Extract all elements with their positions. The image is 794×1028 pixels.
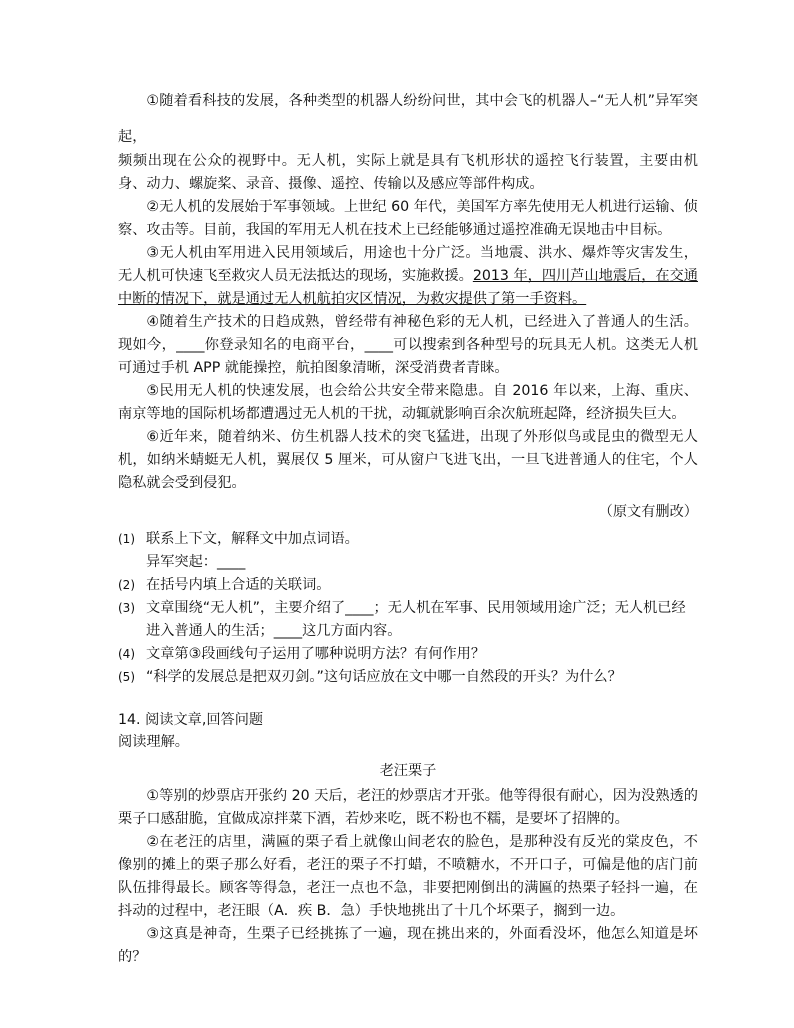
paragraph-4: ④随着生产技术的日趋成熟，曾经带有神秘色彩的无人机，已经进入了普通人的生活。现如今，____你登录知名的电商平台，____可以搜索到各种型号的玩具无人机。这类无人机可通过手机 APP 就能操控，航拍图象清晰，深受消费者青睐。 bbox=[118, 314, 698, 376]
paragraph-6: ⑥近年来，随着纳米、仿生机器人技术的突飞猛进，出现了外形似鸟或昆虫的微型无人机，如纳米蜻蜓无人机，翼展仅 5 厘米，可从窗户飞进飞出，一旦飞进普通人的住宅，个人隐私就会受到侵犯。 bbox=[118, 429, 698, 491]
section-14-instruction: 阅读理解。 bbox=[118, 734, 189, 750]
story-paragraph-1: ①等别的炒票店开张约 20 天后，老汪的炒票店才开张。他等得很有耐心，因为没熟透的栗子口感甜脆，宜做成凉拌菜下酒，若炒来吃，既不粉也不糯，是要坏了招牌的。 bbox=[118, 788, 698, 827]
question-3 bbox=[118, 597, 698, 643]
paragraph-3-underlined-sentence: 2013 年，四川芦山地震后，在交通中断的情况下，就是通过无人机航拍灾区情况，为救灾提供了第一手资料。 bbox=[118, 268, 698, 307]
question-text: 文章第③段画线句子运用了哪种说明方法？有何作用？ bbox=[146, 646, 486, 662]
story-paragraph-2: ②在老汪的店里，满匾的栗子看上就像山间老农的脸色，是那种没有反光的棠皮色，不像别的摊上的栗子那么好看，老汪的栗子不打蜡，不喷糖水，不开口子，可偏是他的店门前队伍排得最长。顾客等得急，老汪一点也不急，非要把刚倒出的满匾的热栗子轻抖一遍，在抖动的过程中，老汪眼（A．疾 B．急）手快地挑出了十几个坏栗子，搁到一边。 bbox=[118, 834, 698, 919]
question-sub: 异军突起：____ bbox=[146, 554, 246, 570]
question-4 bbox=[118, 643, 698, 666]
question-5 bbox=[118, 666, 698, 689]
story-paragraph-3: ③这真是神奇，生栗子已经挑拣了一遍，现在挑出来的，外面看没坏，他怎么知道是坏的？ bbox=[118, 926, 698, 965]
question-2 bbox=[118, 574, 698, 597]
source-note: （原文有删改） bbox=[598, 504, 698, 520]
question-text: 在括号内填上合适的关联词。 bbox=[146, 577, 331, 593]
document-content bbox=[118, 83, 698, 969]
paragraph-5: ⑤民用无人机的快速发展，也会给公共安全带来隐患。自 2016 年以来，上海、重庆、南京等地的国际机场都遭遇过无人机的干扰，动辄就影响百余次航班起降，经济损失巨大。 bbox=[118, 383, 698, 422]
question-1 bbox=[118, 528, 698, 574]
article-title: 老汪栗子 bbox=[379, 763, 437, 779]
question-number: (1) bbox=[118, 532, 135, 546]
paragraph-3 bbox=[118, 242, 698, 311]
question-number: (4) bbox=[118, 647, 135, 661]
paragraph-1-rest: 频频出现在公众的视野中。无人机，实际上就是具有飞机形状的遥控飞行装置，主要由机身、动力、螺旋桨、录音、摄像、遥控、传输以及感应等部件构成。 bbox=[118, 153, 698, 192]
question-text: 联系上下文，解释文中加点词语。 bbox=[146, 531, 359, 547]
section-14-heading: 14. 阅读文章,回答问题 bbox=[118, 712, 264, 728]
question-text: “科学的发展总是把双刃剑。”这句话应放在文中哪一自然段的开头？为什么？ bbox=[146, 669, 622, 685]
question-text: 文章围绕“无人机”，主要介绍了____；无人机在军事、民用领域用途广泛；无人机已经进入普通人的生活；____这几方面内容。 bbox=[146, 600, 686, 639]
question-number: (2) bbox=[118, 578, 135, 592]
paragraph-2: ②无人机的发展始于军事领域。上世纪 60 年代，美国军方率先使用无人机进行运输、侦察、攻击等。目前，我国的军用无人机在技术上已经能够通过遥控准确无误地击中目标。 bbox=[118, 199, 698, 238]
question-number: (5) bbox=[118, 670, 135, 684]
paragraph-1-line-1: ①随着看科技的发展，各种类型的机器人纷纷问世，其中会飞的机器人–“无人机”异军突起， bbox=[118, 93, 698, 145]
question-number: (3) bbox=[118, 601, 135, 615]
paragraph-3-text: ③无人机由军用进入民用领域后，用途也十分广泛。当地震、洪水、爆炸等灾害发生，无人机可快速飞至救灾人员无法抵达的现场，实施救援。 bbox=[118, 245, 698, 284]
